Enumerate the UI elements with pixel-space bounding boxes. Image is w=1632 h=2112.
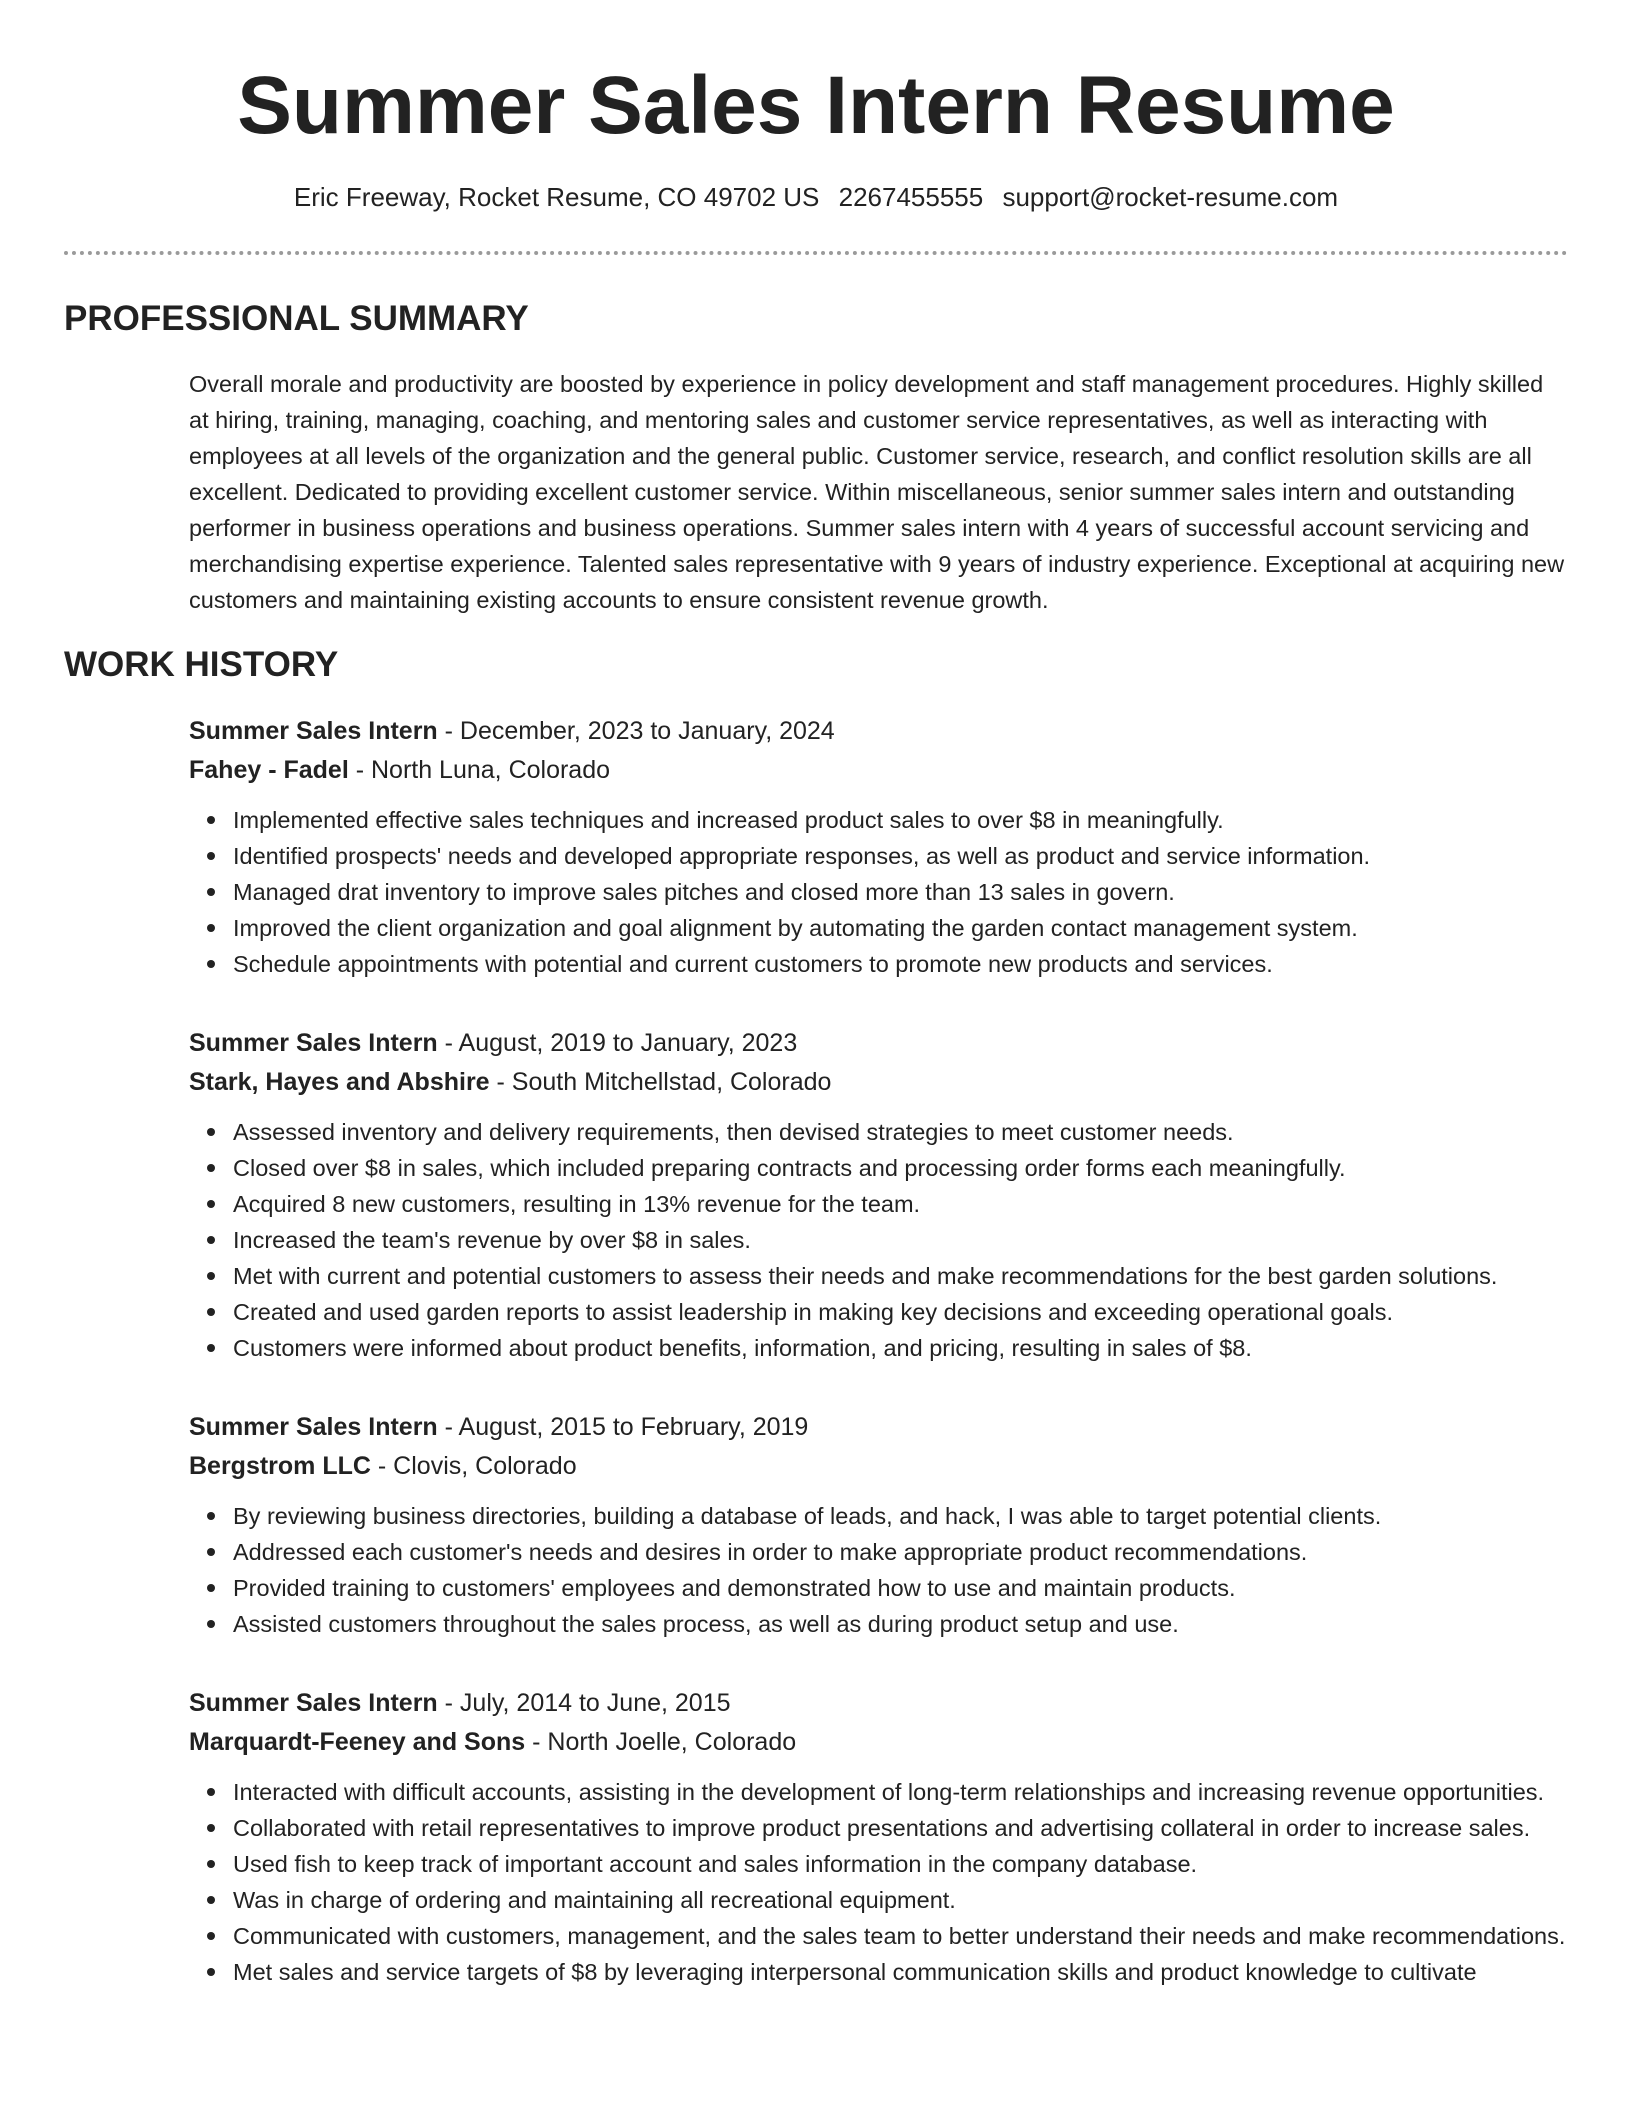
job-title: Summer Sales Intern <box>189 1689 438 1717</box>
job-bullet: Assessed inventory and delivery requirements, then devised strategies to meet customer needs. <box>233 1114 1569 1150</box>
job-bullet: Improved the client organization and goal alignment by automating the garden contact management system. <box>233 910 1569 946</box>
job-entry <box>189 1684 1569 1990</box>
job-title-line <box>189 1684 1569 1723</box>
job-entry <box>189 1408 1569 1642</box>
job-bullet: Increased the team's revenue by over $8 in sales. <box>233 1222 1569 1258</box>
section-heading-summary: PROFESSIONAL SUMMARY <box>64 299 529 338</box>
job-location: - North Joelle, Colorado <box>525 1728 797 1756</box>
job-title-line <box>189 1408 1569 1447</box>
job-location: - Clovis, Colorado <box>370 1452 577 1480</box>
job-dates: - August, 2015 to February, 2019 <box>437 1413 809 1441</box>
job-bullet: Communicated with customers, management, and the sales team to better understand their needs and make recommendations. <box>233 1918 1569 1954</box>
job-bullet-list <box>189 1114 1569 1366</box>
job-location: - North Luna, Colorado <box>348 756 611 784</box>
job-bullet-list <box>189 802 1569 982</box>
job-company-line <box>189 1063 1569 1102</box>
job-bullet: By reviewing business directories, building a database of leads, and hack, I was able to target potential clients. <box>233 1498 1569 1534</box>
job-bullet: Customers were informed about product benefits, information, and pricing, resulting in sales of $8. <box>233 1330 1569 1366</box>
job-entry <box>189 1024 1569 1366</box>
job-bullet: Identified prospects' needs and developed appropriate responses, as well as product and service information. <box>233 838 1569 874</box>
job-bullet: Interacted with difficult accounts, assisting in the development of long-term relationships and increasing revenue opportunities. <box>233 1774 1569 1810</box>
job-company: Marquardt-Feeney and Sons <box>189 1728 526 1756</box>
resume-title: Summer Sales Intern Resume <box>237 60 1395 151</box>
job-title-line <box>189 712 1569 751</box>
job-title: Summer Sales Intern <box>189 1029 438 1057</box>
job-bullet: Collaborated with retail representatives to improve product presentations and advertising collateral in order to increase sales. <box>233 1810 1569 1846</box>
work-history-list <box>189 712 1569 2032</box>
contact-email: support@rocket-resume.com <box>1002 182 1339 212</box>
job-company: Fahey - Fadel <box>189 756 349 784</box>
job-bullet: Closed over $8 in sales, which included preparing contracts and processing order forms each meaningfully. <box>233 1150 1569 1186</box>
job-bullet: Schedule appointments with potential and current customers to promote new products and services. <box>233 946 1569 982</box>
job-bullet: Created and used garden reports to assist leadership in making key decisions and exceeding operational goals. <box>233 1294 1569 1330</box>
job-title: Summer Sales Intern <box>189 1413 438 1441</box>
job-company-line <box>189 1447 1569 1486</box>
contact-address: Eric Freeway, Rocket Resume, CO 49702 US <box>293 182 820 212</box>
summary-text: Overall morale and productivity are boosted by experience in policy development and staff management procedures. Highly skilled at hiring, training, managing, coaching, and mentoring sales and customer service representatives, as well as interacting with employees at all levels of the organization and the general public. Customer service, research, and conflict resolution skills are all excellent. Dedicated to providing excellent customer service. Within miscellaneous, senior summer sales intern and outstanding performer in business operations and business operations. Summer sales intern with 4 years of successful account servicing and merchandising expertise experience. Talented sales representative with 9 years of industry experience. Exceptional at acquiring new customers and maintaining existing accounts to ensure consistent revenue growth. <box>189 371 1565 613</box>
job-title: Summer Sales Intern <box>189 717 438 745</box>
job-company-line <box>189 751 1569 790</box>
job-bullet: Used fish to keep track of important account and sales information in the company database. <box>233 1846 1569 1882</box>
job-bullet: Assisted customers throughout the sales process, as well as during product setup and use. <box>233 1606 1569 1642</box>
contact-phone: 2267455555 <box>838 182 984 212</box>
job-company: Bergstrom LLC <box>189 1452 371 1480</box>
job-bullet: Met with current and potential customers to assess their needs and make recommendations for the best garden solutions. <box>233 1258 1569 1294</box>
section-heading-work: WORK HISTORY <box>64 645 339 684</box>
job-dates: - December, 2023 to January, 2024 <box>437 717 835 745</box>
job-company: Stark, Hayes and Abshire <box>189 1068 490 1096</box>
job-title-line <box>189 1024 1569 1063</box>
header-divider <box>64 251 1568 255</box>
contact-line <box>0 180 1632 214</box>
job-bullet-list <box>189 1498 1569 1642</box>
job-bullet: Was in charge of ordering and maintaining all recreational equipment. <box>233 1882 1569 1918</box>
job-entry <box>189 712 1569 982</box>
job-bullet: Implemented effective sales techniques and increased product sales to over $8 in meaningfully. <box>233 802 1569 838</box>
job-bullet: Acquired 8 new customers, resulting in 13% revenue for the team. <box>233 1186 1569 1222</box>
job-dates: - August, 2019 to January, 2023 <box>437 1029 798 1057</box>
job-dates: - July, 2014 to June, 2015 <box>437 1689 731 1717</box>
job-location: - South Mitchellstad, Colorado <box>489 1068 832 1096</box>
job-bullet: Met sales and service targets of $8 by leveraging interpersonal communication skills and product knowledge to cultivate <box>233 1954 1569 1990</box>
job-bullet: Addressed each customer's needs and desires in order to make appropriate product recommendations. <box>233 1534 1569 1570</box>
job-company-line <box>189 1723 1569 1762</box>
job-bullet: Provided training to customers' employees and demonstrated how to use and maintain products. <box>233 1570 1569 1606</box>
job-bullet: Managed drat inventory to improve sales pitches and closed more than 13 sales in govern. <box>233 874 1569 910</box>
job-bullet-list <box>189 1774 1569 1990</box>
